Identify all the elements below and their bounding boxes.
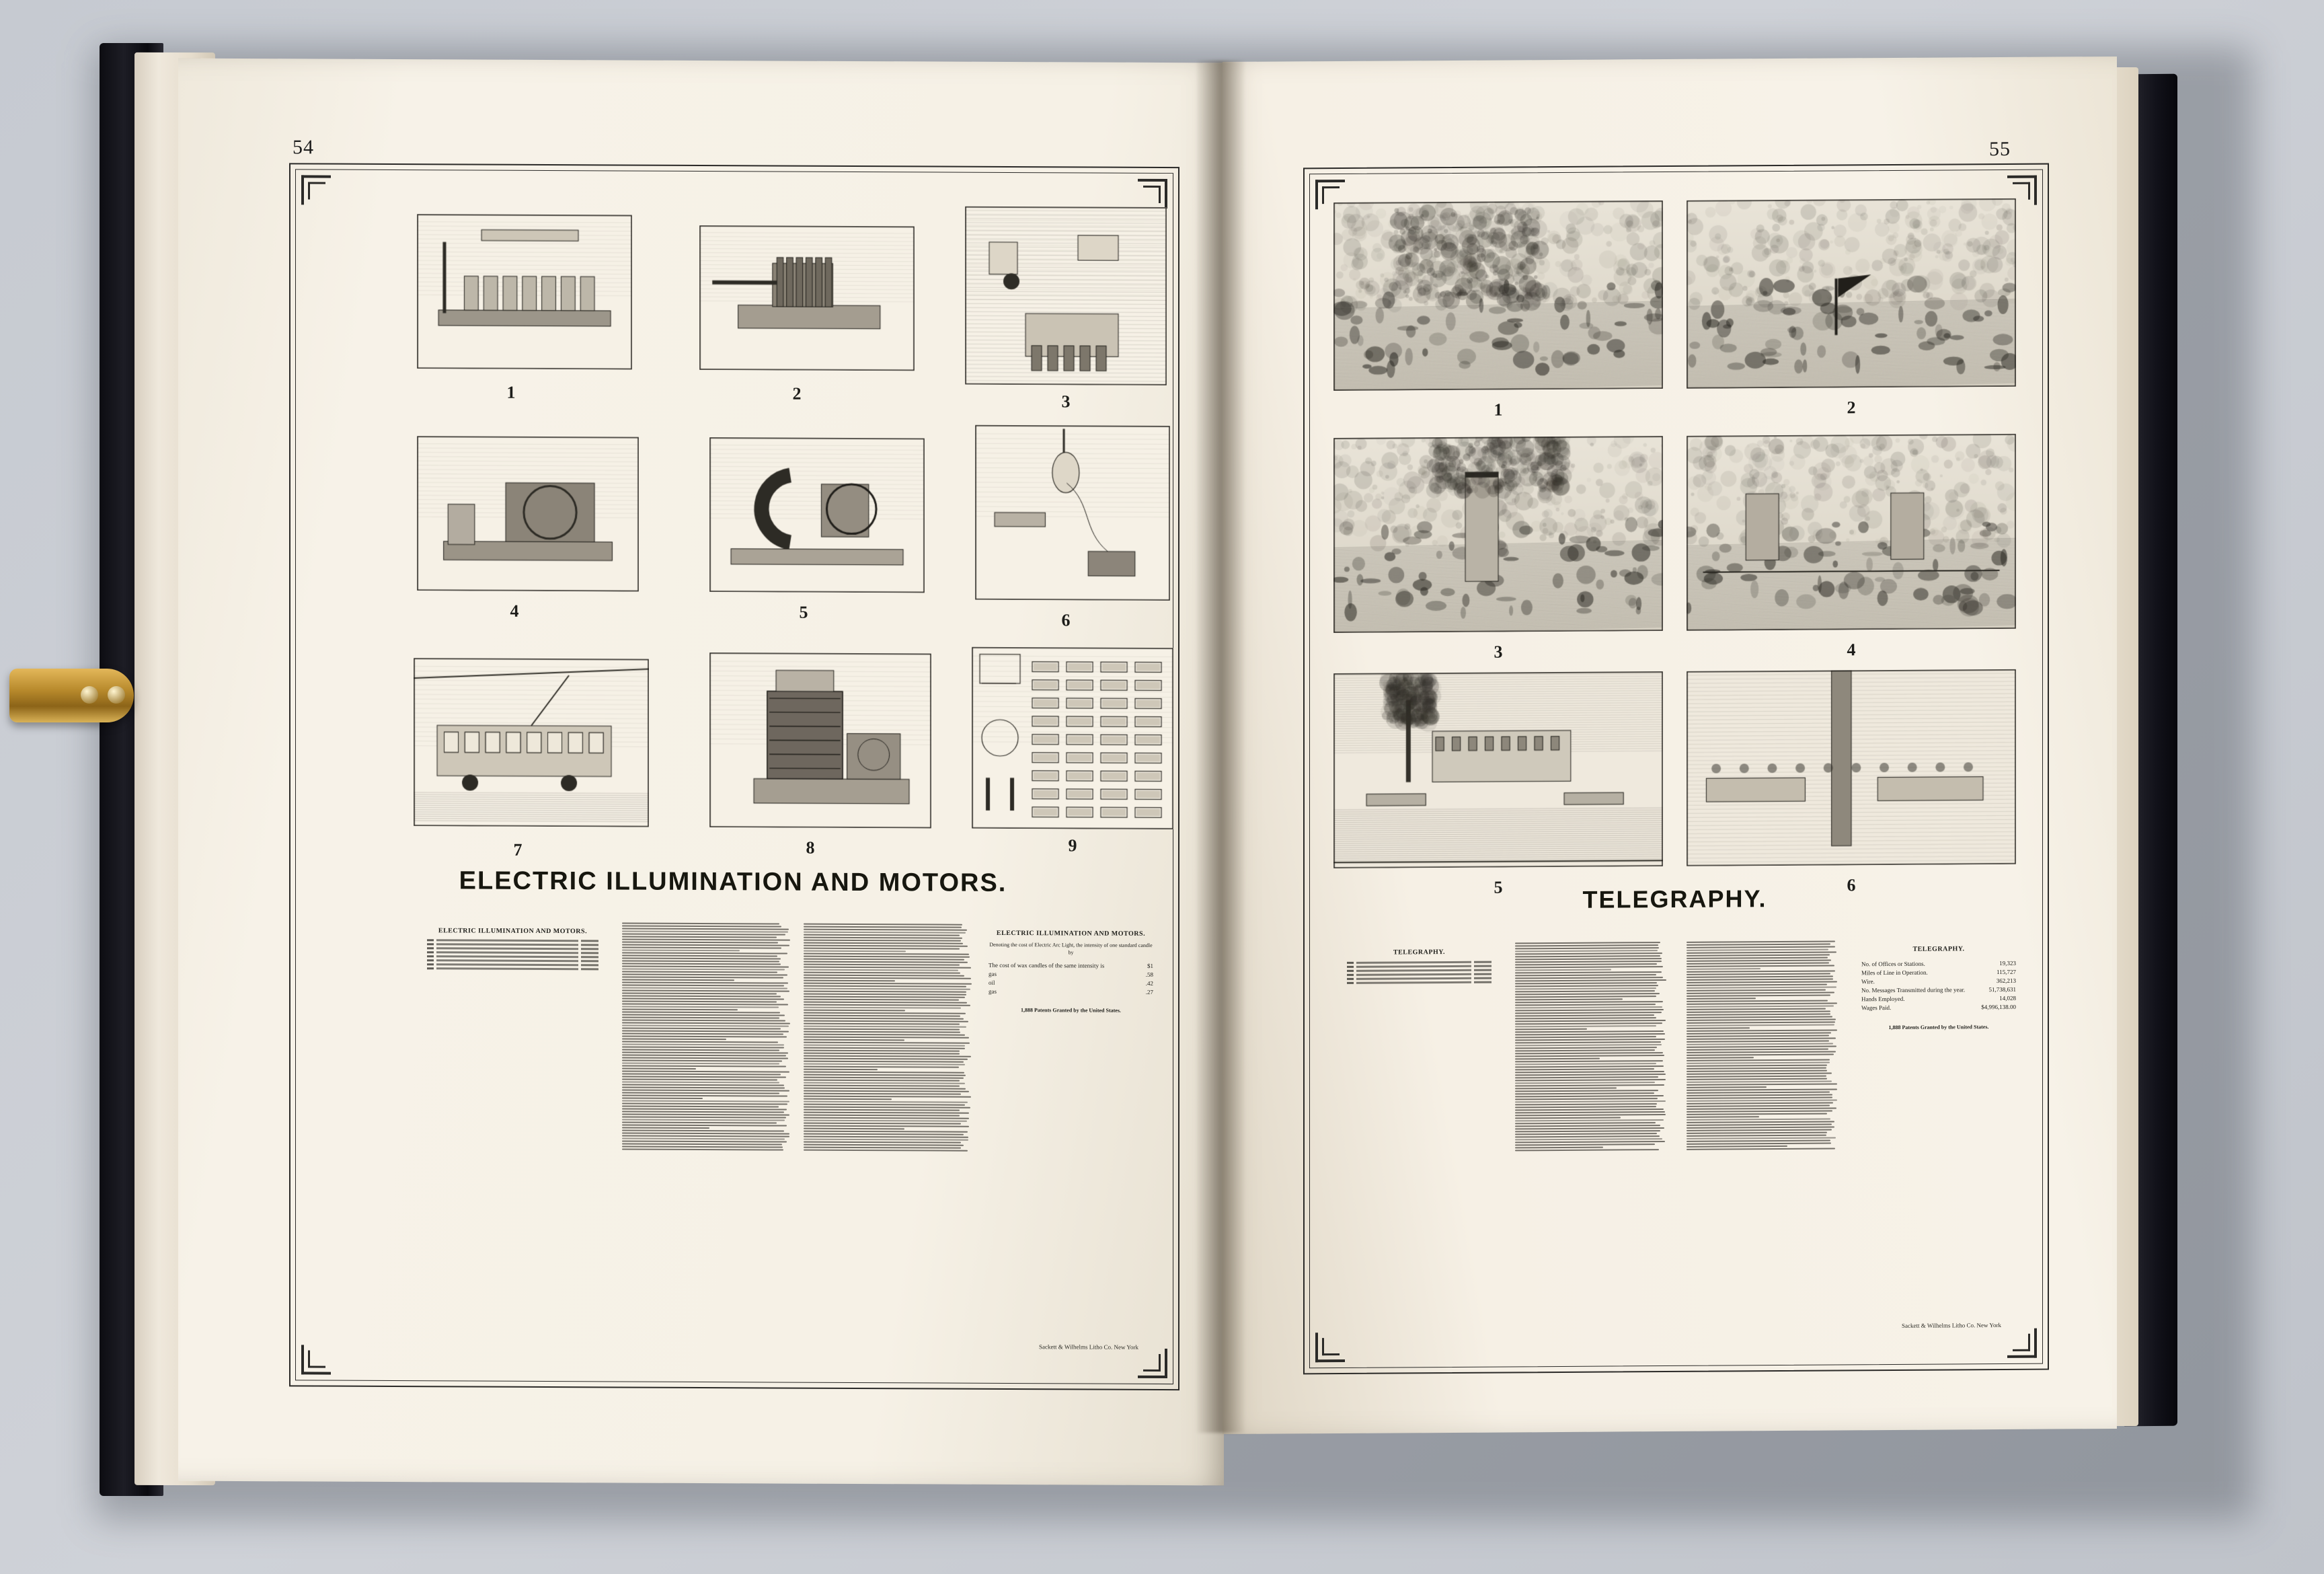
right-col4-footer: 1,888 Patents Granted by the United States. [1888, 1024, 1989, 1031]
right-col1-list [1347, 961, 1492, 984]
telegraphy-figure-number-6: 6 [1847, 875, 1856, 895]
plate-corner-ornament [301, 1343, 332, 1374]
stat-label: Hands Employed. [1861, 995, 1905, 1003]
right-text-column-3 [1687, 939, 1838, 1151]
right-col1-heading: TELEGRAPHY. [1393, 948, 1446, 957]
left-col4-stats-table [989, 961, 1153, 997]
figure-6-engraving [975, 425, 1170, 601]
figure-number-6: 6 [1061, 610, 1071, 630]
left-col1-list [427, 939, 598, 970]
right-col4-stats-table [1861, 959, 2016, 1012]
plate-corner-ornament [1136, 1347, 1167, 1378]
left-text-column-2 [622, 921, 790, 1152]
stat-value: 115,727 [1997, 968, 2016, 976]
stat-row [989, 970, 1153, 979]
plate-corner-ornament [1136, 179, 1167, 210]
figure-3-engraving [965, 207, 1167, 385]
left-plate-title: ELECTRIC ILLUMINATION AND MOTORS. [459, 866, 1007, 897]
figure-8-engraving [709, 652, 931, 828]
figure-number-9: 9 [1068, 835, 1077, 856]
plate-corner-ornament [301, 175, 332, 206]
stat-label: Wages Paid. [1861, 1004, 1892, 1012]
telegraphy-figure-number-2: 2 [1847, 398, 1856, 418]
telegraphy-figure-number-4: 4 [1847, 640, 1856, 660]
plate-corner-ornament [1315, 1331, 1346, 1362]
figure-number-4: 4 [510, 601, 519, 621]
stat-label: Wire. [1861, 978, 1875, 985]
right-text-column-1 [1347, 948, 1492, 986]
stat-value: 19,323 [1999, 959, 2016, 967]
right-imprint: Sackett & Wilhelms Litho Co. New York [1902, 1321, 2001, 1329]
telegraphy-figure-3-engraving [1333, 436, 1663, 633]
stat-label: No. Messages Transmitted during the year. [1861, 986, 1966, 994]
book-gutter-shadow [1197, 61, 1244, 1433]
right-plate-title: TELEGRAPHY. [1582, 885, 1767, 913]
left-imprint: Sackett & Wilhelms Litho Co. New York [1039, 1343, 1138, 1351]
stat-value: 51,738,631 [1988, 985, 2016, 994]
left-page [178, 59, 1224, 1486]
telegraphy-figure-4-engraving [1687, 434, 2016, 631]
book-clasp[interactable] [0, 659, 148, 733]
left-col4-subhead: Denoting the cost of Electric Arc Light, the intensity of one standard candle by [989, 941, 1153, 956]
stat-label: oil [989, 979, 995, 986]
stat-label: gas [989, 970, 997, 977]
figure-number-3: 3 [1061, 391, 1071, 412]
stat-label: Miles of Line in Operation. [1861, 969, 1928, 977]
stat-row [1861, 1003, 2016, 1012]
figure-1-engraving [417, 214, 632, 369]
stat-row [989, 987, 1153, 997]
figure-number-7: 7 [513, 839, 522, 860]
stat-row [1861, 985, 2016, 995]
figure-4-engraving [417, 436, 639, 591]
figure-7-engraving [414, 658, 649, 827]
telegraphy-figure-number-1: 1 [1494, 400, 1503, 420]
left-page-number: 54 [293, 136, 314, 159]
stat-value: $4,996,138.00 [1981, 1003, 2016, 1011]
telegraphy-figure-6-engraving [1687, 669, 2016, 866]
plate-corner-ornament [2006, 1327, 2037, 1358]
right-page [1223, 57, 2117, 1434]
right-text-column-4 [1861, 945, 2016, 1030]
figure-number-8: 8 [806, 837, 815, 858]
stat-value: $1 [1147, 962, 1153, 969]
telegraphy-figure-2-engraving [1687, 198, 2016, 389]
left-text-column-3 [804, 922, 972, 1153]
stat-value: 362,213 [1996, 977, 2016, 985]
figure-5-engraving [709, 437, 925, 593]
figure-number-2: 2 [792, 383, 802, 404]
stat-row [989, 961, 1153, 971]
clasp-hole-1 [81, 686, 98, 704]
right-text-column-2 [1515, 940, 1666, 1152]
left-col4-footer: 1,888 Patents Granted by the United States. [1021, 1007, 1121, 1014]
stat-value: 14,028 [1999, 994, 2016, 1002]
telegraphy-figure-number-3: 3 [1494, 642, 1503, 662]
telegraphy-figure-number-5: 5 [1494, 877, 1503, 897]
telegraphy-figure-1-engraving [1333, 200, 1663, 391]
stat-label: The cost of wax candles of the same intensity is [989, 961, 1105, 969]
figure-2-engraving [699, 225, 915, 371]
figure-number-1: 1 [506, 382, 516, 402]
right-page-number: 55 [1989, 137, 2011, 161]
left-text-column-4 [989, 930, 1153, 1014]
left-text-column-1 [427, 927, 598, 972]
stat-row [989, 979, 1153, 988]
left-col1-heading: ELECTRIC ILLUMINATION AND MOTORS. [438, 927, 588, 936]
figure-9-engraving [972, 647, 1173, 829]
stat-label: gas [989, 987, 997, 995]
stat-value: .58 [1145, 971, 1153, 978]
telegraphy-figure-5-engraving [1333, 671, 1663, 868]
stat-label: No. of Offices or Stations. [1861, 960, 1925, 968]
figure-number-5: 5 [799, 602, 808, 622]
right-col4-heading: TELEGRAPHY. [1912, 945, 1965, 953]
clasp-hole-2 [108, 686, 125, 704]
left-col4-heading: ELECTRIC ILLUMINATION AND MOTORS. [996, 929, 1146, 938]
stat-value: .42 [1145, 979, 1153, 987]
open-book [54, 20, 2253, 1534]
stat-value: .27 [1145, 988, 1153, 996]
